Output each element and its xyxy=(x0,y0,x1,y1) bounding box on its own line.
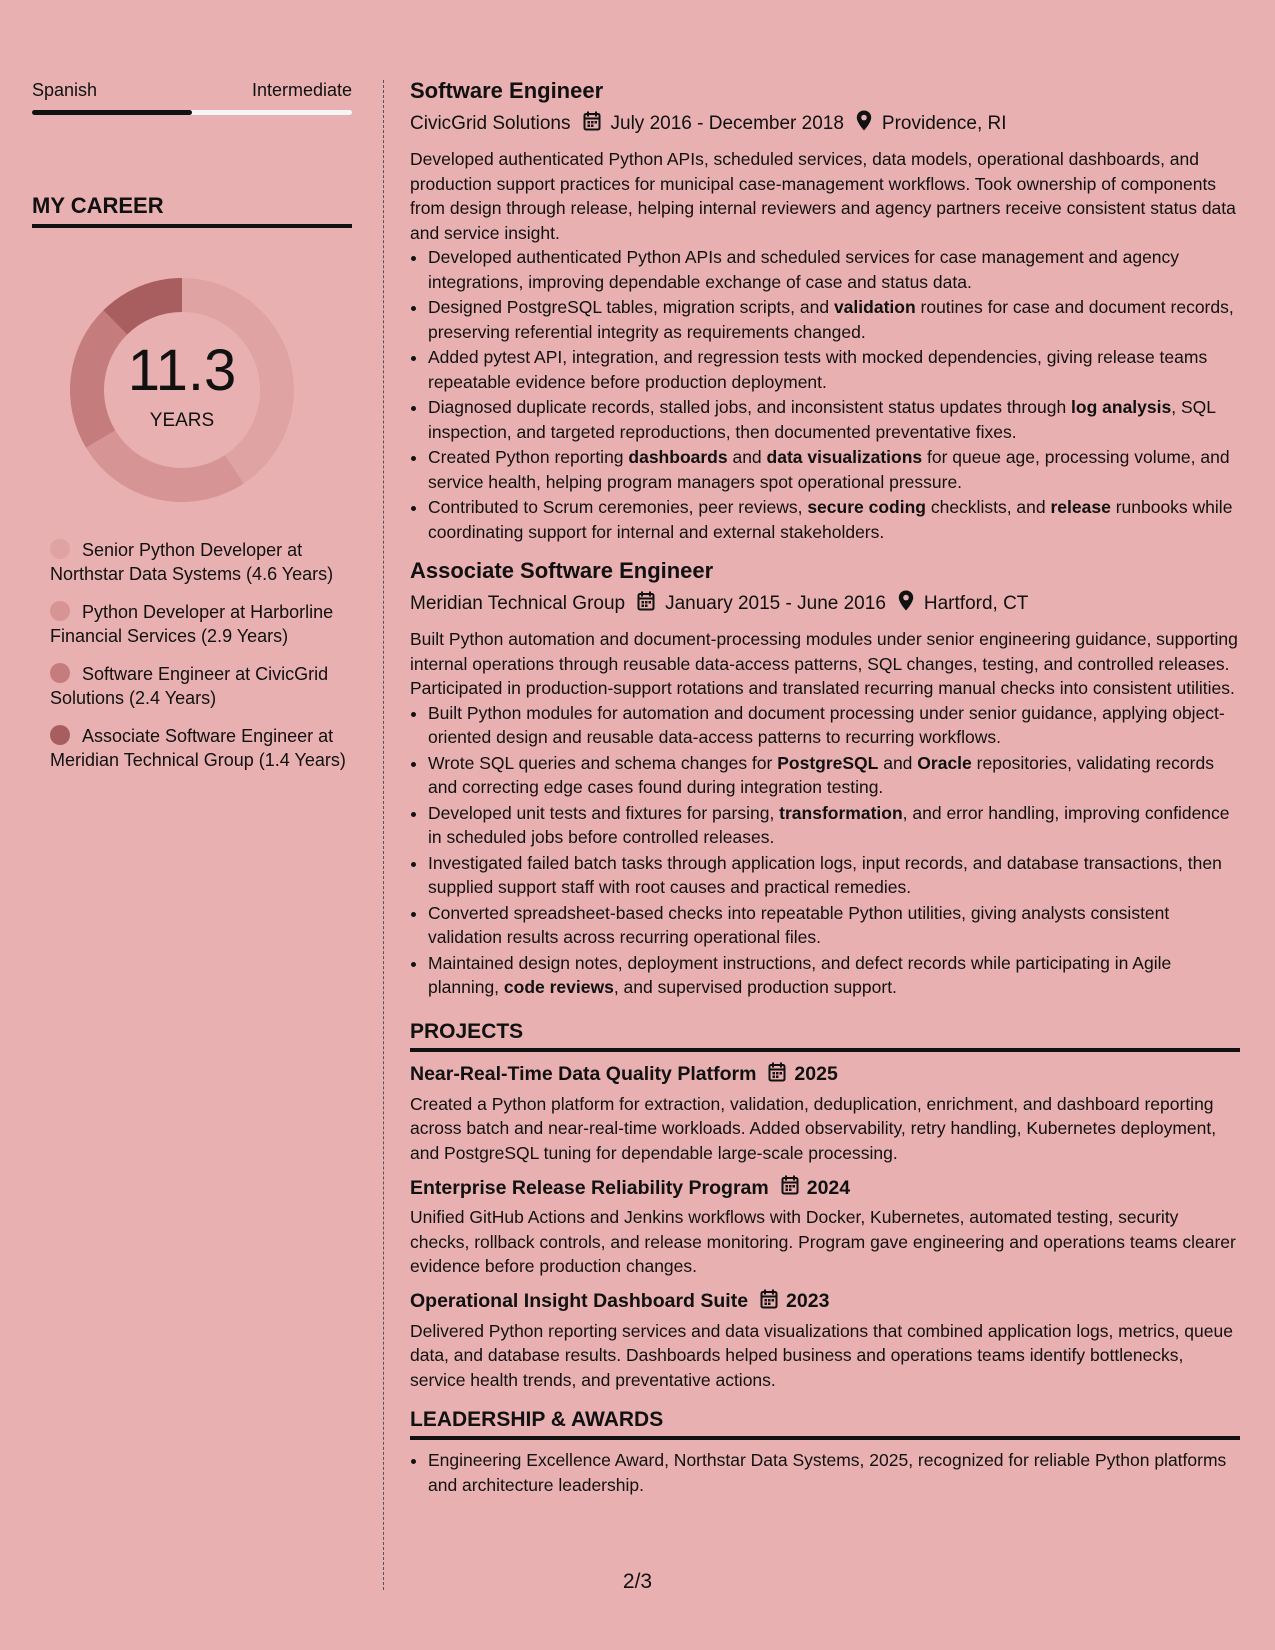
project-name: Operational Insight Dashboard Suite xyxy=(410,1290,749,1312)
job-dates: January 2015 - June 2016 xyxy=(665,592,886,614)
project-name: Enterprise Release Reliability Program xyxy=(410,1176,769,1199)
job-summary: Developed authenticated Python APIs, scheduled services, data models, operational dashboards, and production support practices for municipal case-management workflows. Took ownership of components from design through release, helping internal reviewers and agency partners receive consistent status data and service insight. xyxy=(410,149,1236,243)
job-bullets xyxy=(410,245,1240,544)
project-entry xyxy=(410,1289,1240,1393)
leadership-item: • Engineering Excellence Award, Northstar Data Systems, 2025, recognized for reliable Python platforms and architecture leadership. xyxy=(428,1448,1240,1497)
job-bullet: • Built Python modules for automation and document processing under senior guidance, applying object-oriented design and reusable data-access patterns to recurring workflows. xyxy=(428,701,1240,750)
main-content xyxy=(410,78,1240,1498)
legend-label: Python Developer at Harborline Financial Services (2.9 Years) xyxy=(50,602,334,646)
project-description: Delivered Python reporting services and data visualizations that combined application logs, metrics, queue data, and database results. Dashboards helped business and operations teams identify bottlenecks, service health trends, and preventative actions. xyxy=(410,1320,1233,1390)
job-bullet: • Created Python reporting dashboards and data visualizations for queue age, processing volume, and service health, helping program managers spot operational pressure. xyxy=(428,445,1240,494)
project-entry xyxy=(410,1175,1240,1279)
job-bullet: • Developed unit tests and fixtures for parsing, transformation, and error handling, improving confidence in scheduled jobs before controlled releases. xyxy=(428,801,1240,850)
legend-dot xyxy=(50,539,70,559)
column-divider xyxy=(383,80,384,1590)
job-location: Hartford, CT xyxy=(923,592,1029,614)
career-legend xyxy=(50,538,352,772)
project-year: 2025 xyxy=(794,1063,838,1085)
page-number: 2/3 xyxy=(622,1570,653,1593)
career-donut-chart xyxy=(62,270,302,510)
job-bullets xyxy=(410,701,1240,1000)
job-summary: Built Python automation and document-processing modules under senior engineering guidance, supporting internal operations through reusable data-access patterns, SQL changes, testing, and controlled releases. Participated in production-support rotations and translated recurring manual checks into consistent utilities. xyxy=(410,629,1238,698)
legend-item xyxy=(50,538,352,586)
project-entry xyxy=(410,1062,1240,1166)
legend-dot xyxy=(50,663,70,683)
project-year: 2023 xyxy=(786,1290,830,1312)
job-bullet: • Investigated failed batch tasks through application logs, input records, and database transactions, then supplied support staff with root causes and practical remedies. xyxy=(428,851,1240,900)
job-company: CivicGrid Solutions xyxy=(410,112,571,134)
projects-heading: PROJECTS xyxy=(410,1020,1240,1052)
legend-label: Associate Software Engineer at Meridian Technical Group (1.4 Years) xyxy=(50,726,346,770)
experience-list xyxy=(410,78,1240,1000)
job-bullet: • Converted spreadsheet-based checks into repeatable Python utilities, giving analysts consistent validation results across recurring operational files. xyxy=(428,901,1240,950)
location-pin-icon xyxy=(898,590,914,617)
calendar-icon xyxy=(781,1175,799,1201)
project-header xyxy=(410,1289,1240,1315)
job-meta xyxy=(410,110,1240,137)
calendar-icon xyxy=(760,1289,778,1315)
language-proficiency-bar xyxy=(32,110,352,115)
job-bullet: • Designed PostgreSQL tables, migration scripts, and validation routines for case and document records, preserving referential integrity as requirements changed. xyxy=(428,295,1240,344)
legend-dot xyxy=(50,725,70,745)
job-location: Providence, RI xyxy=(881,112,1007,134)
career-heading: MY CAREER xyxy=(32,193,352,228)
job-bullet: • Added pytest API, integration, and regression tests with mocked dependencies, giving release teams repeatable evidence before production deployment. xyxy=(428,345,1240,394)
legend-label: Senior Python Developer at Northstar Data Systems (4.6 Years) xyxy=(50,540,334,584)
legend-dot xyxy=(50,601,70,621)
language-row xyxy=(32,80,352,101)
language-level: Intermediate xyxy=(251,80,352,100)
location-pin-icon xyxy=(856,110,872,137)
donut-center xyxy=(62,270,302,510)
job-title: Associate Software Engineer xyxy=(410,558,714,583)
project-name: Near-Real-Time Data Quality Platform xyxy=(410,1063,757,1085)
job-title: Software Engineer xyxy=(410,78,604,103)
job-bullet: • Diagnosed duplicate records, stalled jobs, and inconsistent status updates through log analysis, SQL inspection, and targeted reproductions, then documented preventative fixes. xyxy=(428,395,1240,444)
project-description: Unified GitHub Actions and Jenkins workflows with Docker, Kubernetes, automated testing, security checks, rollback controls, and release monitoring. Program gave engineering and operations teams clearer evidence before production changes. xyxy=(410,1207,1236,1276)
leadership-list xyxy=(410,1448,1240,1497)
job-bullet: • Contributed to Scrum ceremonies, peer reviews, secure coding checklists, and release runbooks while coordinating support for internal and external stakeholders. xyxy=(428,495,1240,544)
job-entry xyxy=(410,558,1240,1000)
job-company: Meridian Technical Group xyxy=(410,592,626,614)
language-proficiency-fill xyxy=(32,110,192,115)
job-bullet: • Developed authenticated Python APIs and scheduled services for case management and agency integrations, improving dependable exchange of case and status data. xyxy=(428,245,1240,294)
project-description: Created a Python platform for extraction, validation, deduplication, enrichment, and dashboard reporting across batch and near-real-time workloads. Added observability, retry handling, Kubernetes deployment, and PostgreSQL tuning for dependable large-scale processing. xyxy=(410,1093,1217,1163)
legend-label: Software Engineer at CivicGrid Solutions (2.4 Years) xyxy=(50,664,329,708)
job-dates: July 2016 - December 2018 xyxy=(610,112,844,134)
legend-item xyxy=(50,600,352,648)
donut-unit: YEARS xyxy=(149,410,215,431)
calendar-icon xyxy=(768,1062,786,1088)
job-meta xyxy=(410,590,1240,617)
projects-list xyxy=(410,1062,1240,1393)
sidebar xyxy=(32,80,352,786)
project-year: 2024 xyxy=(806,1176,851,1199)
legend-item xyxy=(50,724,352,772)
legend-item xyxy=(50,662,352,710)
calendar-icon xyxy=(637,591,655,617)
leadership-heading: LEADERSHIP & AWARDS xyxy=(410,1408,1240,1440)
job-bullet: • Wrote SQL queries and schema changes for PostgreSQL and Oracle repositories, validating records and correcting edge cases found during integration testing. xyxy=(428,751,1240,800)
project-header xyxy=(410,1175,1240,1201)
donut-total: 11.3 xyxy=(127,338,237,403)
job-bullet: • Maintained design notes, deployment instructions, and defect records while participating in Agile planning, code reviews, and supervised production support. xyxy=(428,951,1240,1000)
calendar-icon xyxy=(583,111,601,137)
project-header xyxy=(410,1062,1240,1088)
language-name: Spanish xyxy=(32,80,98,100)
job-entry xyxy=(410,78,1240,544)
